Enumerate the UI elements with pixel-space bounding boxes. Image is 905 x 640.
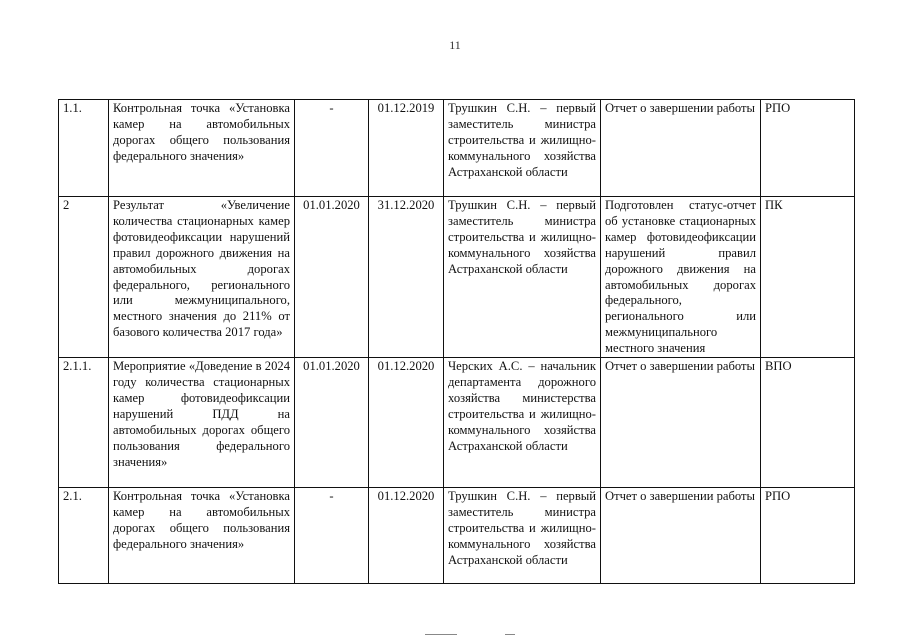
row-level: ВПО (761, 358, 855, 488)
row-responsible: Трушкин С.Н. – первый заместитель министра строительства и жилищно-коммунального хозяйства Астраханской области (444, 488, 601, 584)
row-description: Контрольная точка «Установка камер на автомобильных дорогах общего пользования федерального значения» (109, 100, 295, 197)
table-row (59, 488, 855, 584)
scan-artifact-line (425, 634, 457, 635)
row-result: Отчет о завершении работы (601, 358, 761, 488)
row-level: РПО (761, 488, 855, 584)
row-end-date: 01.12.2019 (369, 100, 444, 197)
row-level: ПК (761, 197, 855, 358)
row-number: 1.1. (59, 100, 109, 197)
row-end-date: 31.12.2020 (369, 197, 444, 358)
row-result: Подготовлен статус-отчет об установке стационарных камер фотовидеофиксации нарушений правил дорожного движения на автомобильных дорогах федерального, регионального или межмуниципального местного значения (601, 197, 761, 358)
row-responsible: Трушкин С.Н. – первый заместитель министра строительства и жилищно-коммунального хозяйства Астраханской области (444, 197, 601, 358)
row-end-date: 01.12.2020 (369, 358, 444, 488)
row-start-date: - (295, 100, 369, 197)
row-start-date: 01.01.2020 (295, 358, 369, 488)
scan-artifact-line (505, 634, 515, 635)
row-responsible: Черских А.С. – начальник департамента дорожного хозяйства министерства строительства и жилищно-коммунального хозяйства Астраханской области (444, 358, 601, 488)
table-row (59, 100, 855, 197)
page-number: 11 (449, 38, 461, 52)
row-result: Отчет о завершении работы (601, 488, 761, 584)
row-number: 2.1.1. (59, 358, 109, 488)
row-responsible: Трушкин С.Н. – первый заместитель министра строительства и жилищно-коммунального хозяйства Астраханской области (444, 100, 601, 197)
row-description: Мероприятие «Доведение в 2024 году количества стационарных камер фотовидеофиксации нарушений ПДД на автомобильных дорогах общего пользования федерального значения» (109, 358, 295, 488)
row-description: Результат «Увеличение количества стационарных камер фотовидеофиксации нарушений правил дорожного движения на автомобильных дорогах федерального, регионального или межмуниципального, местного значения до 211% от базового количества 2017 года» (109, 197, 295, 358)
row-level: РПО (761, 100, 855, 197)
row-result: Отчет о завершении работы (601, 100, 761, 197)
table-row (59, 358, 855, 488)
row-start-date: - (295, 488, 369, 584)
table-row (59, 197, 855, 358)
row-start-date: 01.01.2020 (295, 197, 369, 358)
row-number: 2 (59, 197, 109, 358)
row-end-date: 01.12.2020 (369, 488, 444, 584)
row-number: 2.1. (59, 488, 109, 584)
plan-table (58, 99, 855, 584)
row-description: Контрольная точка «Установка камер на автомобильных дорогах общего пользования федерального значения» (109, 488, 295, 584)
